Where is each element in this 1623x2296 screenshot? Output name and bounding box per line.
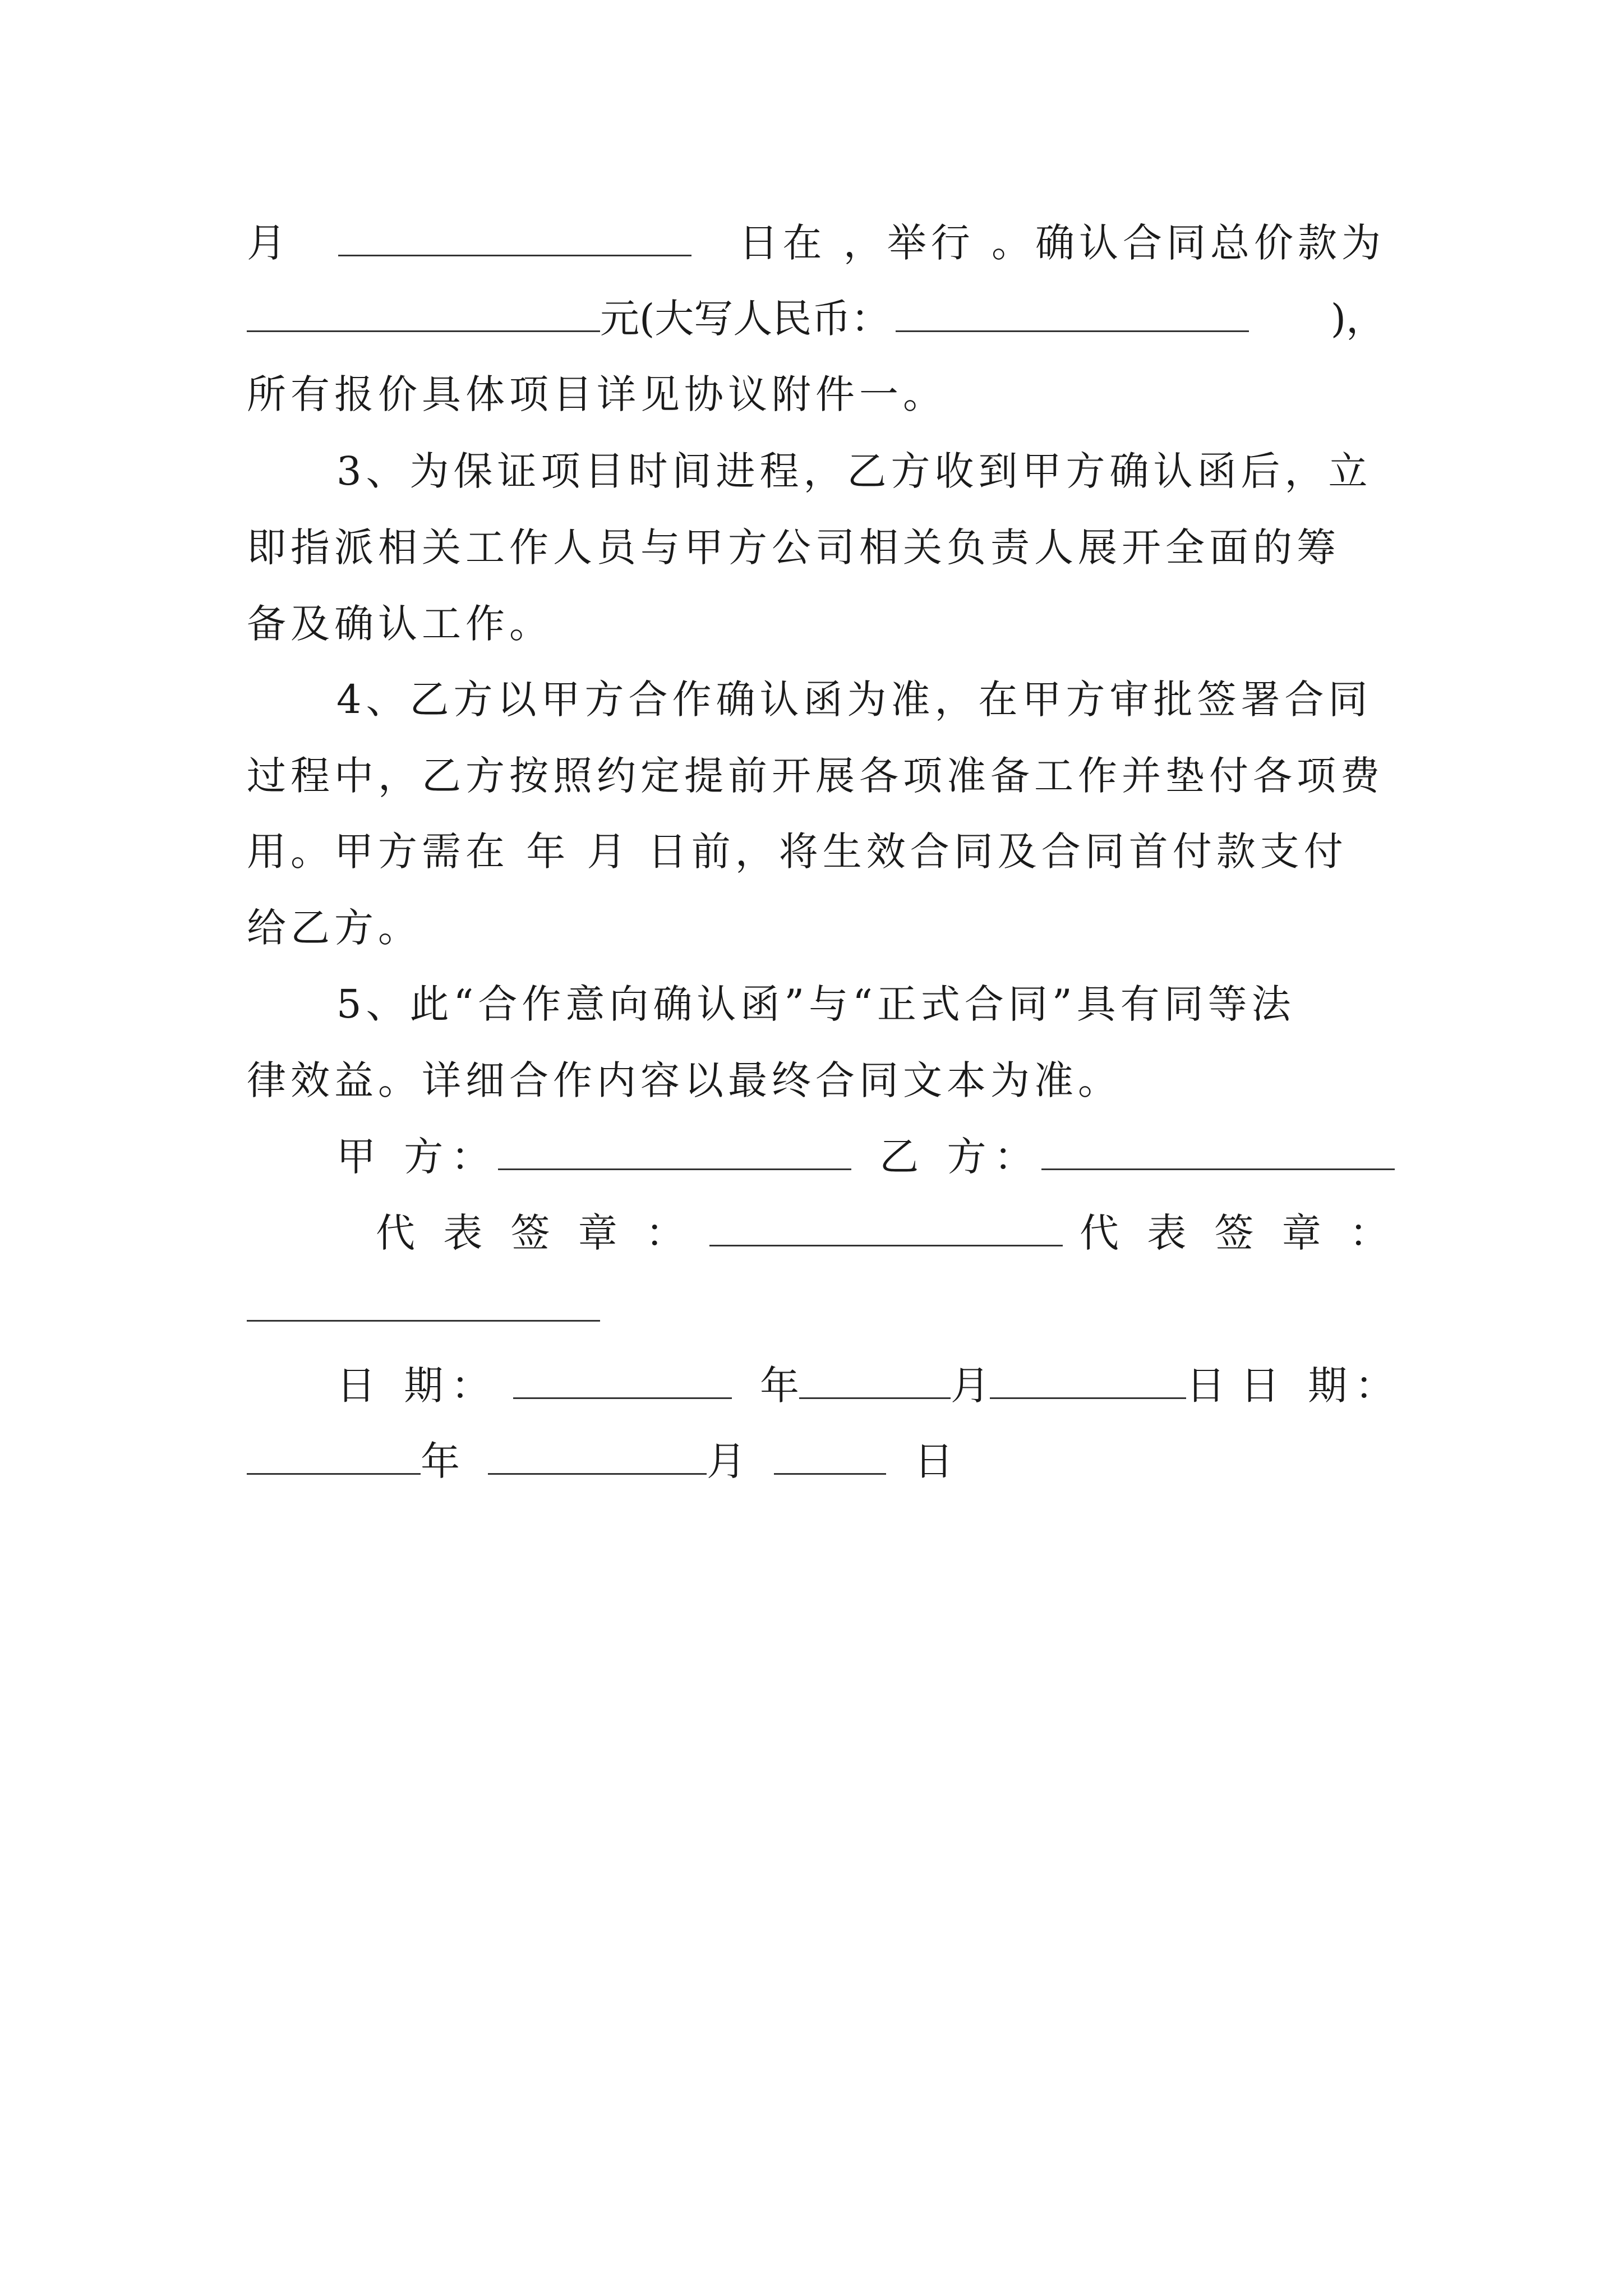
paragraph-4-line-4: 给乙方。 [247, 905, 422, 951]
month2-label: 月 [707, 1438, 746, 1484]
day2-blank [774, 1473, 886, 1475]
text-segment: )， [1330, 296, 1385, 342]
paragraph-5-line-2: 律效益。详细合作内容以最终合同文本为准。 [247, 1057, 1122, 1103]
party-a-blank [498, 1168, 851, 1170]
month-label: 月 [951, 1363, 990, 1409]
date-a-label: 日 期： [336, 1363, 499, 1409]
paragraph-5-line-1: 5、此“合作意向确认函”与“正式合同”具有同等法 [336, 981, 1295, 1027]
rep-b-blank [247, 1319, 600, 1322]
date-line-2 [247, 1428, 1385, 1495]
blank-field [338, 254, 691, 256]
blank-field [247, 330, 600, 332]
rep-b-label: 代 表 签 章 ： [1079, 1210, 1396, 1256]
blank-field [896, 330, 1249, 332]
day2-label: 日 [914, 1438, 953, 1484]
date-line [336, 1352, 1402, 1419]
text-month: 月 [247, 220, 291, 266]
paragraph-3-line-2: 即指派相关工作人员与甲方公司相关负责人展开全面的筹 [247, 524, 1340, 570]
text-line [247, 209, 1385, 277]
party-a-label: 甲 方： [336, 1134, 499, 1180]
paragraph-4-line-2: 过程中，乙方按照约定提前开展各项准备工作并垫付各项费 [247, 753, 1384, 799]
month-blank [799, 1397, 951, 1399]
paragraph-3-line-3: 备及确认工作。 [247, 601, 553, 647]
paragraph-4-line-1: 4、乙方以甲方合作确认函为准，在甲方审批签署合同 [336, 677, 1372, 723]
party-b-blank [1041, 1168, 1395, 1170]
month2-blank [488, 1473, 707, 1475]
rep-a-blank [709, 1244, 1063, 1246]
text-line [247, 285, 1385, 352]
day-blank [990, 1397, 1186, 1399]
paragraph-3-line-1: 3、为保证项目时间进程，乙方收到甲方确认函后，立 [336, 448, 1372, 494]
year2-blank [247, 1473, 421, 1475]
rep-a-label: 代 表 签 章 ： [376, 1210, 693, 1256]
year2-label: 年 [421, 1438, 460, 1484]
year-label: 年 [760, 1363, 799, 1409]
party-b-label: 乙 方： [879, 1134, 1041, 1180]
text-line: 所有报价具体项目详见协议附件一。 [247, 371, 947, 417]
day-label: 日 [1186, 1363, 1225, 1409]
paragraph-4-line-3: 用。甲方需在 年 月 日前，将生效合同及合同首付款支付 [247, 829, 1348, 875]
year-blank [513, 1397, 732, 1399]
signature-parties-line [336, 1123, 1402, 1190]
rep-b-blank-line [247, 1272, 1385, 1340]
date-b-label: 日 期： [1240, 1363, 1402, 1409]
representative-sign-line [376, 1199, 1396, 1267]
text-segment: 日在 ，举行 。确认合同总价款为 [739, 220, 1385, 266]
text-segment: 元(大写人民币： [600, 296, 891, 342]
